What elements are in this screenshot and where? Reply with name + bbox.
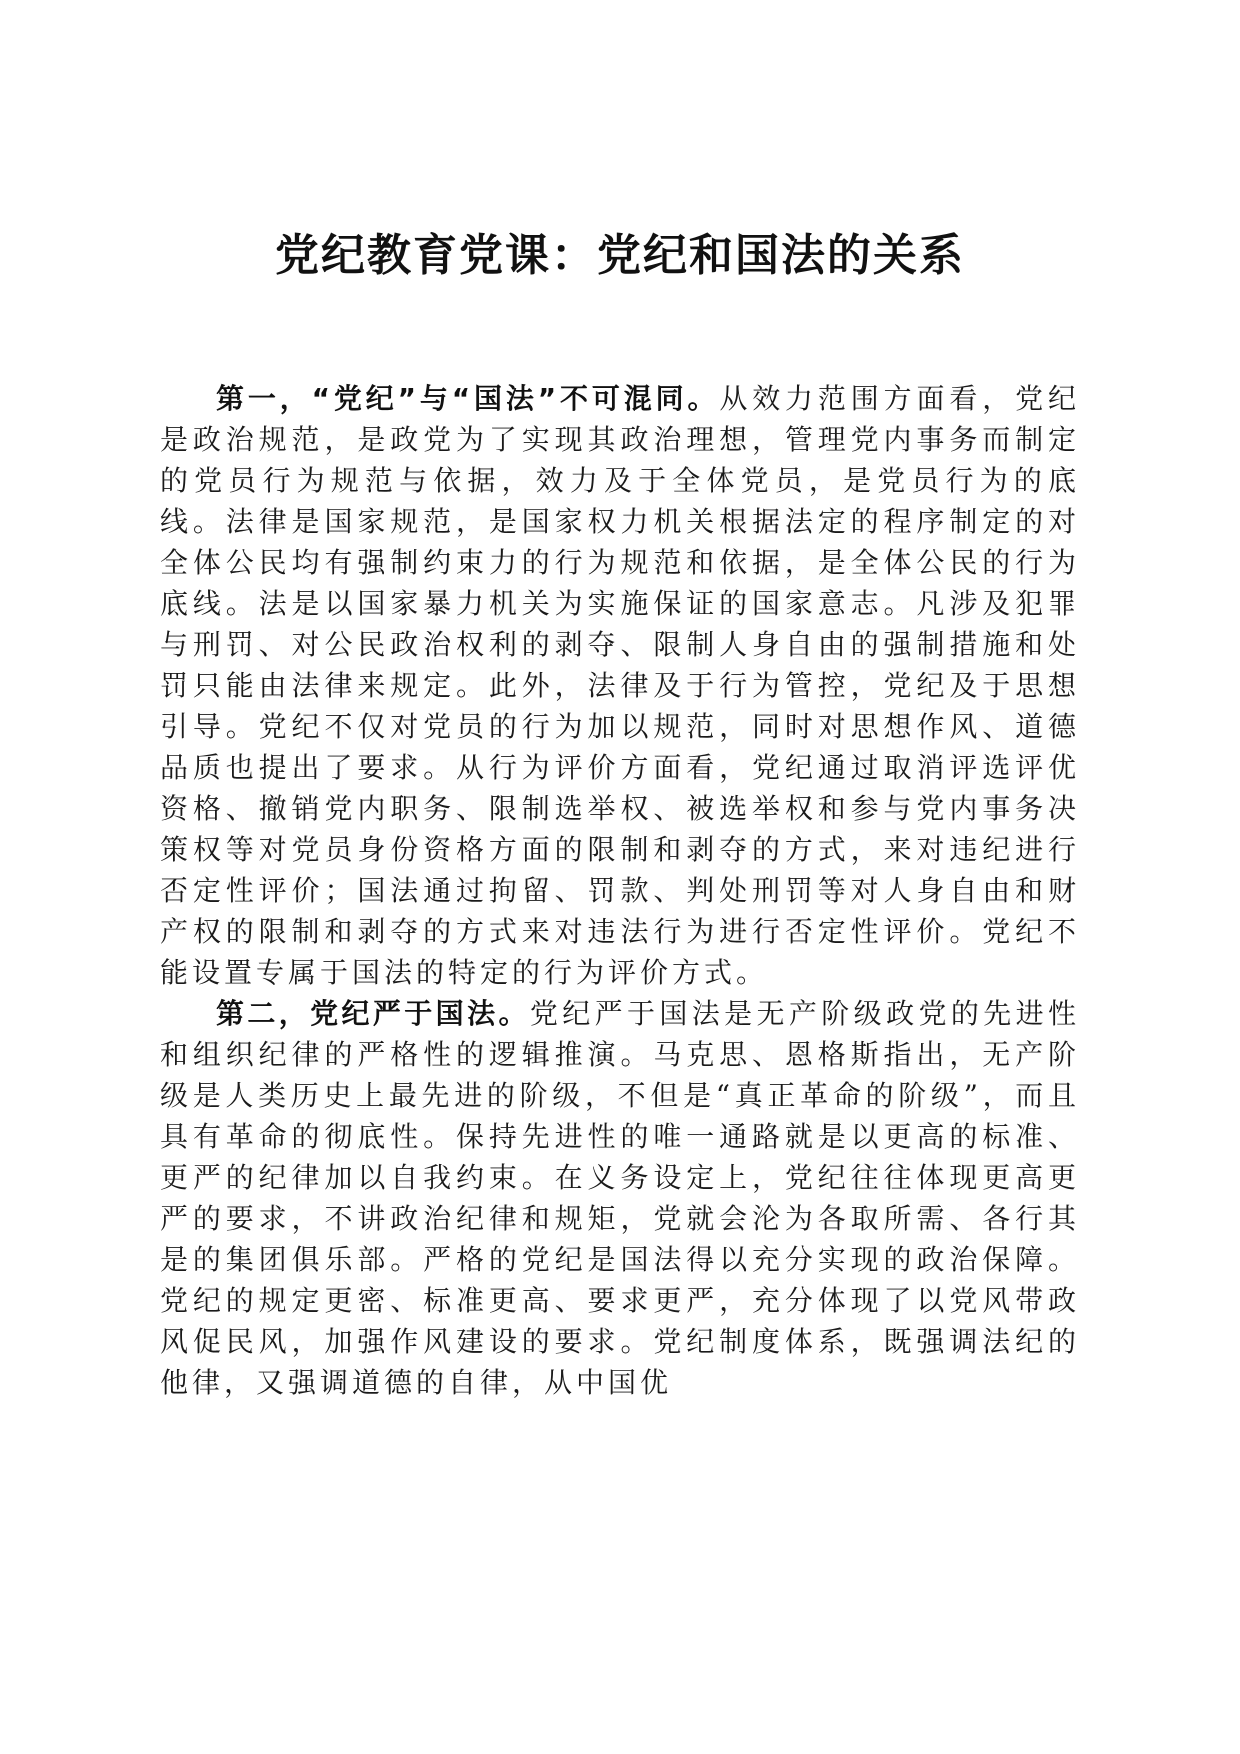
- paragraph-2-text: 党纪严于国法是无产阶级政党的先进性和组织纪律的严格性的逻辑推演。马克思、恩格斯指出，无产阶级是人类历史上最先进的阶级，不但是“真正革命的阶级”，而且具有革命的彻底性。保持先进性的唯一通路就是以更高的标准、更严的纪律加以自我约束。在义务设定上，党纪往往体现更高更严的要求，不讲政治纪律和规矩，党就会沦为各取所需、各行其是的集团俱乐部。严格的党纪是国法得以充分实现的政治保障。党纪的规定更密、标准更高、要求更严，充分体现了以党风带政风促民风，加强作风建设的要求。党纪制度体系，既强调法纪的他律，又强调道德的自律，从中国优: [160, 997, 1080, 1399]
- paragraph-1-lead: 第一，“党纪”与“国法”不可混同。: [216, 382, 720, 415]
- paragraph-1: [160, 378, 1080, 993]
- paragraph-1-text: 从效力范围方面看，党纪是政治规范，是政党为了实现其政治理想，管理党内事务而制定的党员行为规范与依据，效力及于全体党员，是党员行为的底线。法律是国家规范，是国家权力机关根据法定的程序制定的对全体公民均有强制约束力的行为规范和依据，是全体公民的行为底线。法是以国家暴力机关为实施保证的国家意志。凡涉及犯罪与刑罚、对公民政治权利的剥夺、限制人身自由的强制措施和处罚只能由法律来规定。此外，法律及于行为管控，党纪及于思想引导。党纪不仅对党员的行为加以规范，同时对思想作风、道德品质也提出了要求。从行为评价方面看，党纪通过取消评选评优资格、撤销党内职务、限制选举权、被选举权和参与党内事务决策权等对党员身份资格方面的限制和剥夺的方式，来对违纪进行否定性评价；国法通过拘留、罚款、判处刑罚等对人身自由和财产权的限制和剥夺的方式来对违法行为进行否定性评价。党纪不能设置专属于国法的特定的行为评价方式。: [160, 382, 1080, 989]
- paragraph-2: [160, 993, 1080, 1403]
- paragraph-2-lead: 第二，党纪严于国法。: [216, 997, 530, 1030]
- document-body: [160, 378, 1080, 1403]
- document-title: 党纪教育党课：党纪和国法的关系: [275, 230, 965, 281]
